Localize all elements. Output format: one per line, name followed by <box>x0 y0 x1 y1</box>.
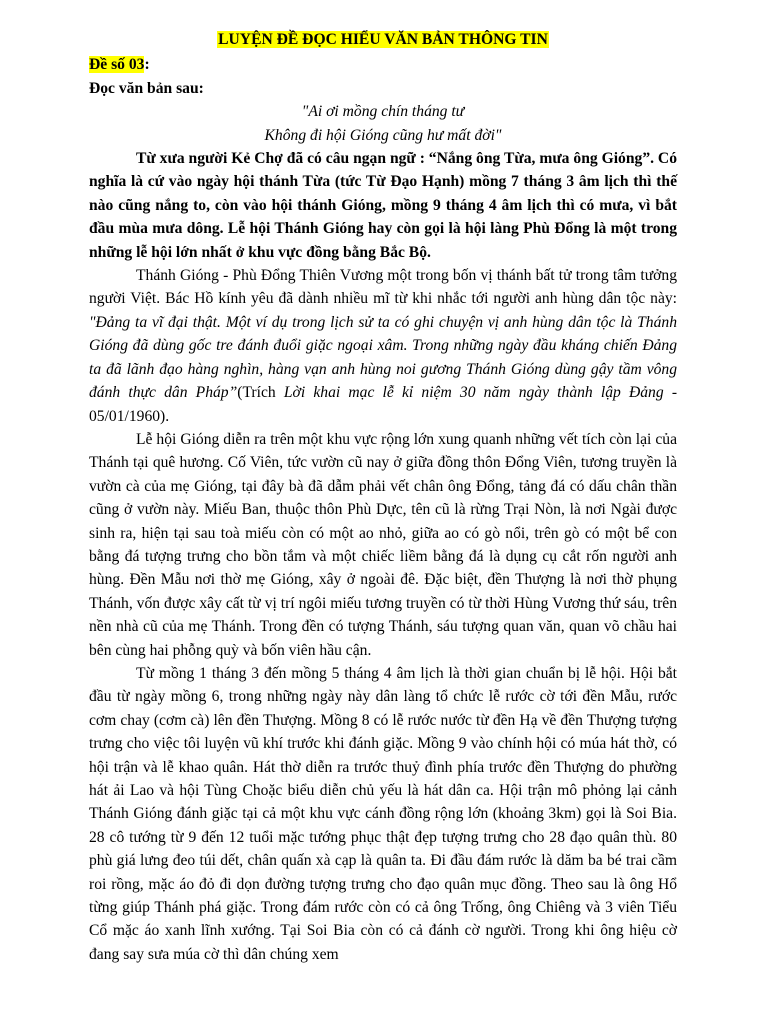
exercise-heading <box>89 53 677 76</box>
paragraph-2-cite-prefix: (Trích <box>237 384 284 402</box>
paragraph-1: Từ xưa người Kẻ Chợ đã có câu ngạn ngữ : “Nắng ông Từa, mưa ông Gióng”. Có nghĩa là cứ vào ngày hội thánh Từa (tức Từ Đạo Hạnh) mồng 7 tháng 3 âm lịch thì thế nào cũng nắng to, còn vào hội thánh Gióng, mồng 9 tháng 4 âm lịch thì có mưa, vì bắt đầu mùa mưa dông. Lễ hội Thánh Gióng hay còn gọi là hội làng Phù Đổng là một trong những lễ hội lớn nhất ở khu vực đồng bằng Bắc Bộ. <box>89 150 677 261</box>
paragraph-4: Từ mồng 1 tháng 3 đến mồng 5 tháng 4 âm lịch là thời gian chuẩn bị lễ hội. Hội bắt đầu từ ngày mồng 6, trong những ngày này dân làng tổ chức lễ rước cờ tới đền Mẫu, rước cơm chay (cơm cà) lên đền Thượng. Mồng 8 có lễ rước nước từ đền Hạ về đền Thượng tượng trưng cho việc tôi luyện vũ khí trước khi đánh giặc. Mồng 9 vào chính hội có múa hát thờ, có hội trận và lễ khao quân. Hát thờ diễn ra trước thuỷ đình phía trước đền Thượng do phường hát ải Lao và hội Tùng Choặc biểu diễn chủ yếu là hát dân ca. Hội trận mô phỏng lại cảnh Thánh Gióng đánh giặc tại cả một khu vực cánh đồng rộng lớn (khoảng 3km) gọi là Soi Bia. 28 cô tướng từ 9 đến 12 tuổi mặc tướng phục thật đẹp tượng trưng cho 28 đạo quân thù. 80 phù giá lưng đeo túi dết, chân quấn xà cạp là quân ta. Đi đầu đám rước là dăm ba bé trai cầm roi rồng, mặc áo đỏ đi dọn đường tượng trưng cho đạo quân mục đồng. Theo sau là ông Hổ từng giúp Thánh phá giặc. Trong đám rước còn có cả ông Trống, ông Chiêng và 3 viên Tiểu Cổ mặc áo xanh lĩnh xướng. Tại Soi Bia còn có cả đánh cờ người. Trong khi ông hiệu cờ đang say sưa múa cờ thì dân chúng xem <box>89 664 677 963</box>
paragraph-2-cite-suffix: - 05/01/1960). <box>89 384 678 425</box>
poem-line-1: "Ai ơi mồng chín tháng tư <box>301 103 465 121</box>
title-row <box>89 28 677 51</box>
document-title: LUYỆN ĐỀ ĐỌC HIỂU VĂN BẢN THÔNG TIN <box>218 31 548 48</box>
paragraph-2-quote: "Đảng ta vĩ đại thật. Một ví dụ trong lịch sử ta có ghi chuyện vị anh hùng dân tộc là Thánh Gióng đã dùng gốc tre đánh đuổi giặc ngoại xâm. Trong những ngày đầu kháng chiến Đảng ta đã lãnh đạo hàng nghìn, hàng vạn anh hùng noi gương Thánh Gióng dùng gậy tầm vông đánh thực dân Pháp” <box>89 313 677 402</box>
paragraph-3: Lễ hội Gióng diễn ra trên một khu vực rộng lớn xung quanh những vết tích còn lại của Thánh tại quê hương. Cố Viên, tức vườn cũ nay ở giữa đồng thôn Đổng Viên, tương truyền là vườn cà của mẹ Gióng, tại đây bà đã dẫm phải vết chân ông Đổng, tảng đá có dấu chân thần cũng ở vườn này. Miếu Ban, thuộc thôn Phù Dực, tên cũ là rừng Trại Nòn, là nơi Ngài được sinh ra, hiện tại sau toà miếu còn có một ao nhỏ, giữa ao có gò nổi, trên gò có một bể con bằng đá tượng trưng cho bồn tắm và một chiếc liềm bằng đá là dụng cụ cắt rốn người anh hùng. Đền Mẫu nơi thờ mẹ Gióng, xây ở ngoài đê. Đặc biệt, đền Thượng là nơi thờ phụng Thánh, vốn được xây cất từ vị trí ngôi miếu tương truyền có từ thời Hùng Vương thứ sáu, trên nền nhà cũ của mẹ Thánh. Trong đền có tượng Thánh, sáu tượng quan văn, quan võ chầu hai bên cùng hai phỗng quỳ và bốn viên hầu cận. <box>89 430 677 659</box>
read-instruction: Đọc văn bản sau: <box>89 79 204 97</box>
document-content <box>89 28 677 966</box>
exercise-colon: : <box>144 56 150 74</box>
paragraph-2 <box>89 264 677 428</box>
poem-line-2: Không đi hội Gióng cũng hư mất đời" <box>264 126 502 144</box>
paragraph-2-intro: Thánh Gióng - Phù Đổng Thiên Vương một trong bốn vị thánh bất tử trong tâm tưởng người Việt. Bác Hồ kính yêu đã dành nhiều mĩ từ khi nhắc tới người anh hùng dân tộc này: <box>89 267 677 308</box>
paragraph-2-cite-title: Lời khai mạc lễ kỉ niệm 30 năm ngày thành lập Đảng <box>283 384 664 402</box>
exercise-label: Đề số 03 <box>89 56 145 74</box>
